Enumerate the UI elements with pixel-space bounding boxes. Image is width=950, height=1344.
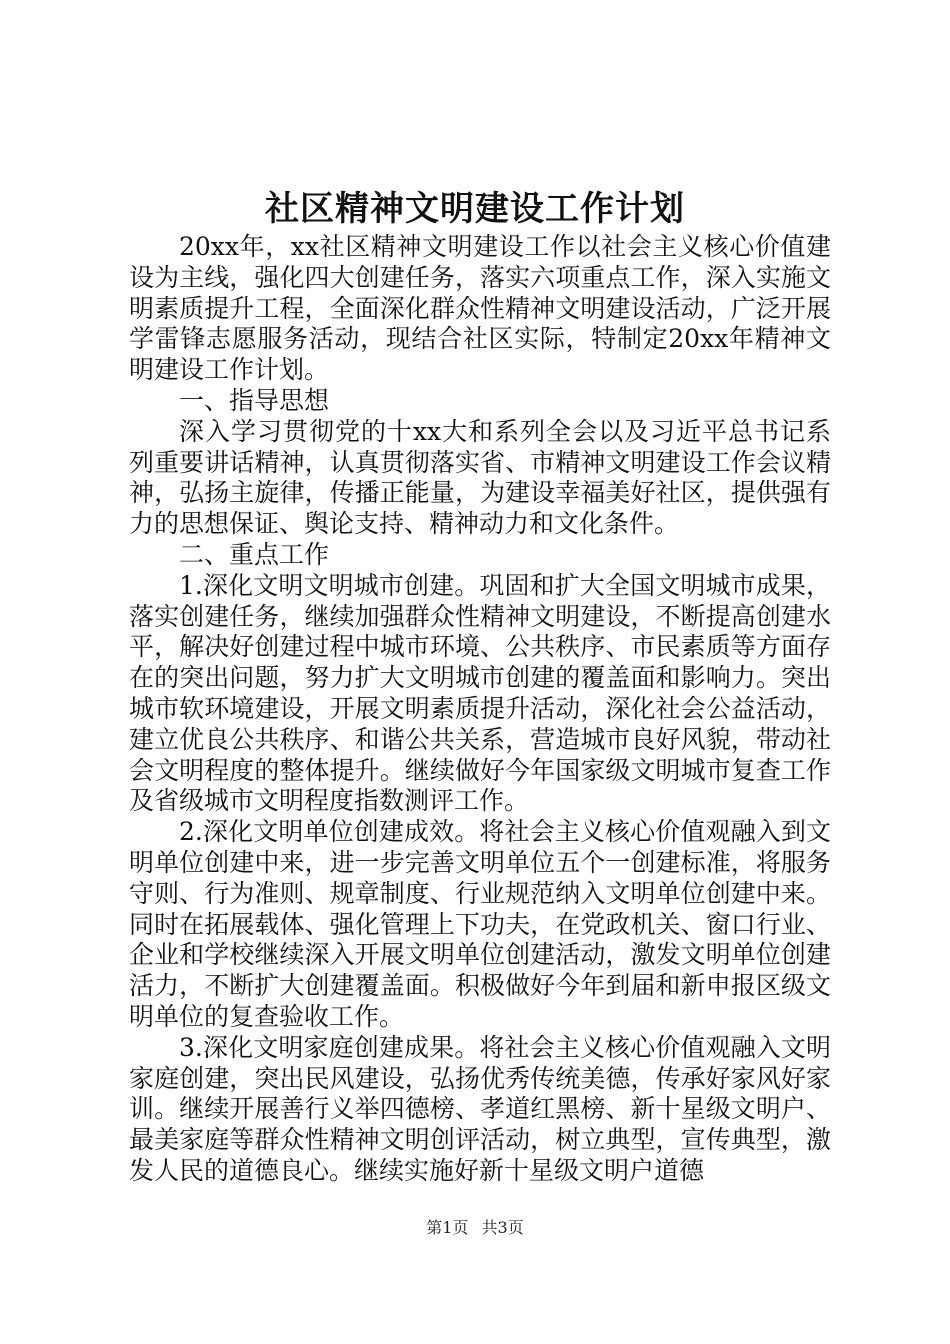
key-work-item-1: 1.深化文明文明城市创建。巩固和扩大全国文明城市成果，落实创建任务，继续加强群众性精神文明建设，不断提高创建水平，解决好创建过程中城市环境、公共秩序、市民素质等方面存在的突出问题，努力扩大文明城市创建的覆盖面和影响力。突出城市软环境建设，开展文明素质提升活动，深化社会公益活动，建立优良公共秩序、和谐公共关系，营造城市良好风貌，带动社会文明程度的整体提升。继续做好今年国家级文明城市复查工作及省级城市文明程度指数测评工作。 xyxy=(129,570,831,816)
key-work-item-2: 2.深化文明单位创建成效。将社会主义核心价值观融入到文明单位创建中来，进一步完善文明单位五个一创建标准，将服务守则、行为准则、规章制度、行业规范纳入文明单位创建中来。同时在拓展载体、强化管理上下功夫，在党政机关、窗口行业、企业和学校继续深入开展文明单位创建活动，激发文明单位创建活力，不断扩大创建覆盖面。积极做好今年到届和新申报区级文明单位的复查验收工作。 xyxy=(129,817,831,1031)
page-total: 共3页 xyxy=(481,1218,524,1237)
section-heading-key-work: 二、重点工作 xyxy=(179,539,330,569)
key-work-item-3: 3.深化文明家庭创建成果。将社会主义核心价值观融入文明家庭创建，突出民风建设，弘扬优秀传统美德，传承好家风好家训。继续开展善行义举四德榜、孝道红黑榜、新十星级文明户、最美家庭等群众性精神文明创评活动，树立典型，宣传典型，激发人民的道德良心。继续实施好新十星级文明户道德 xyxy=(129,1032,831,1185)
document-body xyxy=(129,232,831,1187)
guiding-thought-paragraph: 深入学习贯彻党的十xx大和系列全会以及习近平总书记系列重要讲话精神，认真贯彻落实省、市精神文明建设工作会议精神，弘扬主旋律，传播正能量，为建设幸福美好社区，提供强有力的思想保证、舆论支持、精神动力和文化条件。 xyxy=(129,416,831,539)
section-heading-guiding-thought: 一、指导思想 xyxy=(179,385,330,415)
page-number: 第1页 xyxy=(426,1218,469,1237)
document-title: 社区精神文明建设工作计划 xyxy=(265,189,685,229)
page-footer xyxy=(0,1218,950,1238)
intro-paragraph: 20xx年，xx社区精神文明建设工作以社会主义核心价值建设为主线，强化四大创建任务，落实六项重点工作，深入实施文明素质提升工程，全面深化群众性精神文明建设活动，广泛开展学雷锋志愿服务活动，现结合社区实际，特制定20xx年精神文明建设工作计划。 xyxy=(129,232,831,385)
